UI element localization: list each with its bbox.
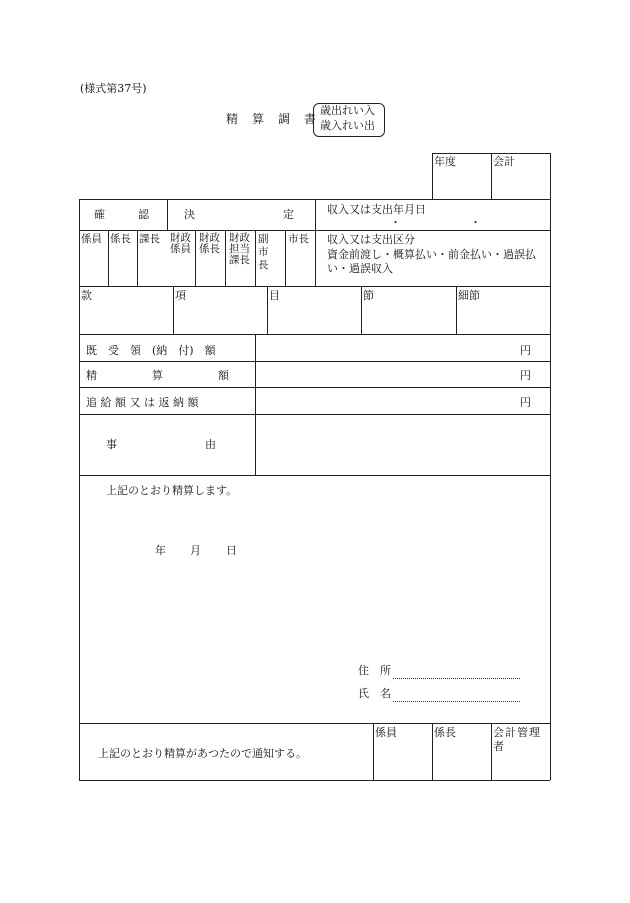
fiscal-year-label: 年度 (434, 155, 456, 168)
amount-refund-label: 追 給 額 又 は 返 納 額 (86, 396, 199, 409)
rule (373, 723, 374, 780)
staff-section-head: 課長 (139, 233, 160, 245)
amount-received-unit: 円 (520, 344, 531, 357)
confirm-label: 確 認 (94, 208, 149, 221)
rule (137, 230, 138, 286)
rule (267, 286, 268, 334)
reason-label: 事 由 (106, 438, 216, 451)
rule (491, 723, 492, 780)
rule (550, 199, 551, 780)
staff-finance-clerk: 財政係員 (170, 232, 191, 255)
date-dot-2: ・ (470, 216, 481, 229)
staff-finance-chief: 財政係長 (199, 232, 220, 255)
date-year: 年 (155, 544, 166, 557)
budget-moku: 目 (269, 289, 280, 302)
staff-chief: 係長 (110, 233, 131, 245)
amount-refund-unit: 円 (520, 396, 531, 409)
rule (108, 230, 109, 286)
budget-kou: 項 (175, 289, 186, 302)
decision-label: 決 定 (184, 208, 294, 221)
rule (79, 780, 550, 781)
rule (195, 230, 196, 286)
category-label: 収入又は支出区分 (327, 233, 415, 246)
rule (79, 387, 550, 388)
form-title: 精 算 調 書 (226, 112, 318, 126)
title-variant-2: 歳入れい出 (320, 119, 375, 132)
bottom-chief: 係長 (434, 726, 456, 739)
date-label: 収入又は支出年月日 (327, 203, 426, 216)
rule (315, 199, 316, 286)
bottom-clerk: 係員 (375, 726, 397, 739)
rule (456, 286, 457, 334)
address-line (393, 678, 520, 679)
rule (79, 286, 550, 287)
staff-deputy-mayor: 副市長 (258, 233, 273, 271)
form-number: (様式第37号) (80, 82, 147, 95)
account-label: 会計 (493, 155, 515, 168)
rule (79, 414, 550, 415)
rule (255, 334, 256, 475)
amount-settled-label: 精 算 額 (86, 369, 229, 382)
staff-finance-manager: 財政担当課長 (229, 232, 250, 266)
category-options: 資金前渡し・概算払い・前金払い・過誤払い・過誤収入 (327, 248, 536, 275)
rule (255, 230, 256, 286)
rule (432, 723, 433, 780)
rule (491, 153, 492, 199)
rule (550, 153, 551, 199)
rule (315, 230, 550, 231)
amount-settled-unit: 円 (520, 369, 531, 382)
rule (79, 361, 550, 362)
name-line (393, 701, 520, 702)
rule (79, 475, 550, 476)
address-label: 住 所 (358, 664, 391, 677)
budget-setsu: 節 (363, 289, 374, 302)
declaration-text: 上記のとおり精算します。 (106, 484, 238, 497)
notice-text: 上記のとおり精算があつたので通知する。 (98, 747, 307, 760)
bottom-accounting-manager: 会計管理者 (493, 726, 541, 753)
rule (173, 286, 174, 334)
rule (79, 334, 550, 335)
date-month: 月 (190, 544, 201, 557)
rule (432, 153, 433, 199)
budget-saisetsu: 細節 (458, 289, 480, 302)
date-day: 日 (226, 544, 237, 557)
staff-clerk: 係員 (81, 233, 102, 245)
rule (167, 199, 168, 230)
rule (225, 230, 226, 286)
rule (361, 286, 362, 334)
rule (285, 230, 286, 286)
date-dot-1: ・ (390, 216, 401, 229)
title-variant-1: 歳出れい入 (320, 104, 375, 117)
budget-kan: 款 (81, 289, 92, 302)
amount-received-label: 既 受 領 (納 付) 額 (86, 344, 216, 357)
staff-mayor: 市長 (288, 233, 309, 245)
rule (79, 723, 550, 724)
name-label: 氏 名 (358, 687, 391, 700)
rule (79, 230, 315, 231)
